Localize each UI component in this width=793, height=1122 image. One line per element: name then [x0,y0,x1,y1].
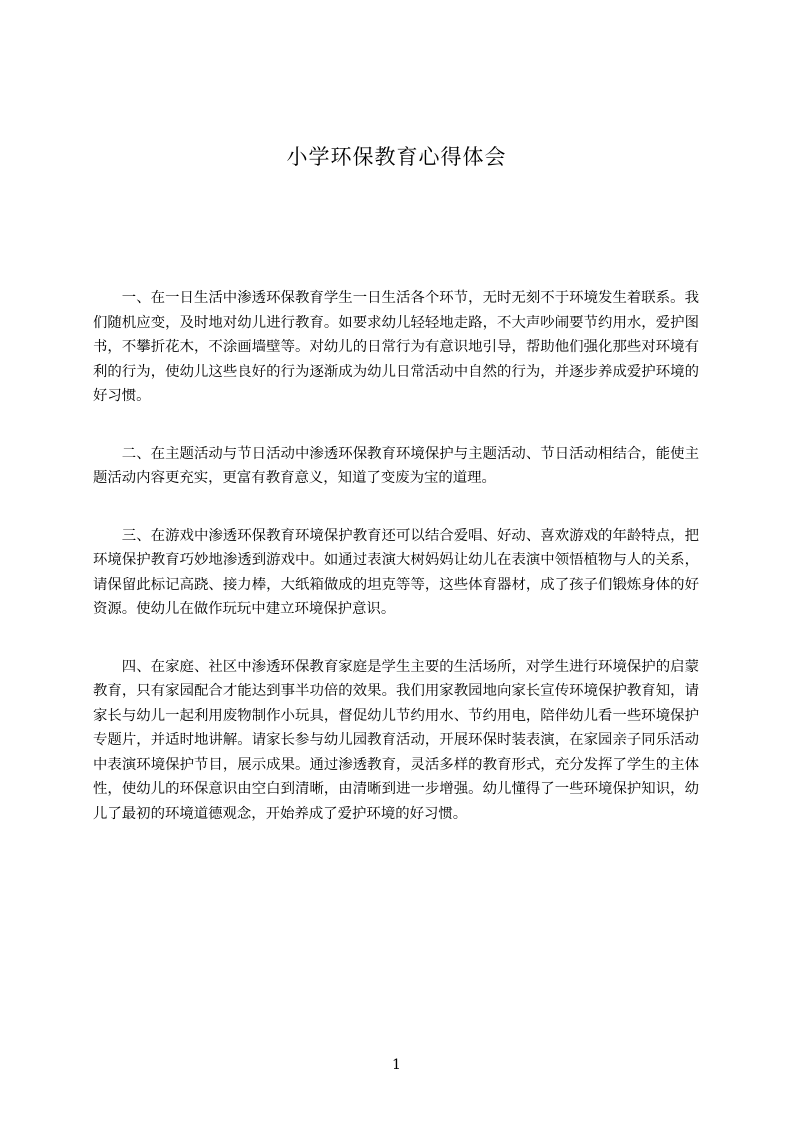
paragraph-4: 四、在家庭、社区中渗透环保教育家庭是学生主要的生活场所，对学生进行环境保护的启蒙教育，只有家园配合才能达到事半功倍的效果。我们用家教园地向家长宣传环境保护教育知，请家长与幼儿一起利用废物制作小玩具，督促幼儿节约用水、节约用电，陪伴幼儿看一些环境保护专题片，并适时地讲解。请家长参与幼儿园教育活动，开展环保时装表演，在家园亲子同乐活动中表演环境保护节目，展示成果。通过渗透教育，灵活多样的教育形式，充分发挥了学生的主体性，使幼儿的环保意识由空白到清晰，由清晰到进一步增强。幼儿懂得了一些环境保护知识，幼儿了最初的环境道德观念，开始养成了爱护环境的好习惯。 [93,658,699,822]
paragraph-1: 一、在一日生活中渗透环保教育学生一日生活各个环节，无时无刻不于环境发生着联系。我们随机应变，及时地对幼儿进行教育。如要求幼儿轻轻地走路，不大声吵闹要节约用水，爱护图书，不攀折花木，不涂画墙壁等。对幼儿的日常行为有意识地引导，帮助他们强化那些对环境有利的行为，使幼儿这些良好的行为逐渐成为幼儿日常活动中自然的行为，并逐步养成爱护环境的好习惯。 [93,290,699,404]
paragraph-3: 三、在游戏中渗透环保教育环境保护教育还可以结合爱唱、好动、喜欢游戏的年龄特点，把环境保护教育巧妙地渗透到游戏中。如通过表演大树妈妈让幼儿在表演中领悟植物与人的关系，请保留此标记高跷、接力棒，大纸箱做成的坦克等等，这些体育器材，成了孩子们锻炼身体的好资源。使幼儿在做作玩玩中建立环境保护意识。 [93,527,699,617]
page-number: 1 [392,1057,401,1073]
document-title: 小学环保教育心得体会 [286,145,507,169]
document-body [93,286,699,859]
paragraph-2: 二、在主题活动与节日活动中渗透环保教育环境保护与主题活动、节日活动相结合，能使主题活动内容更充实，更富有教育意义，知道了变废为宝的道理。 [93,445,699,486]
